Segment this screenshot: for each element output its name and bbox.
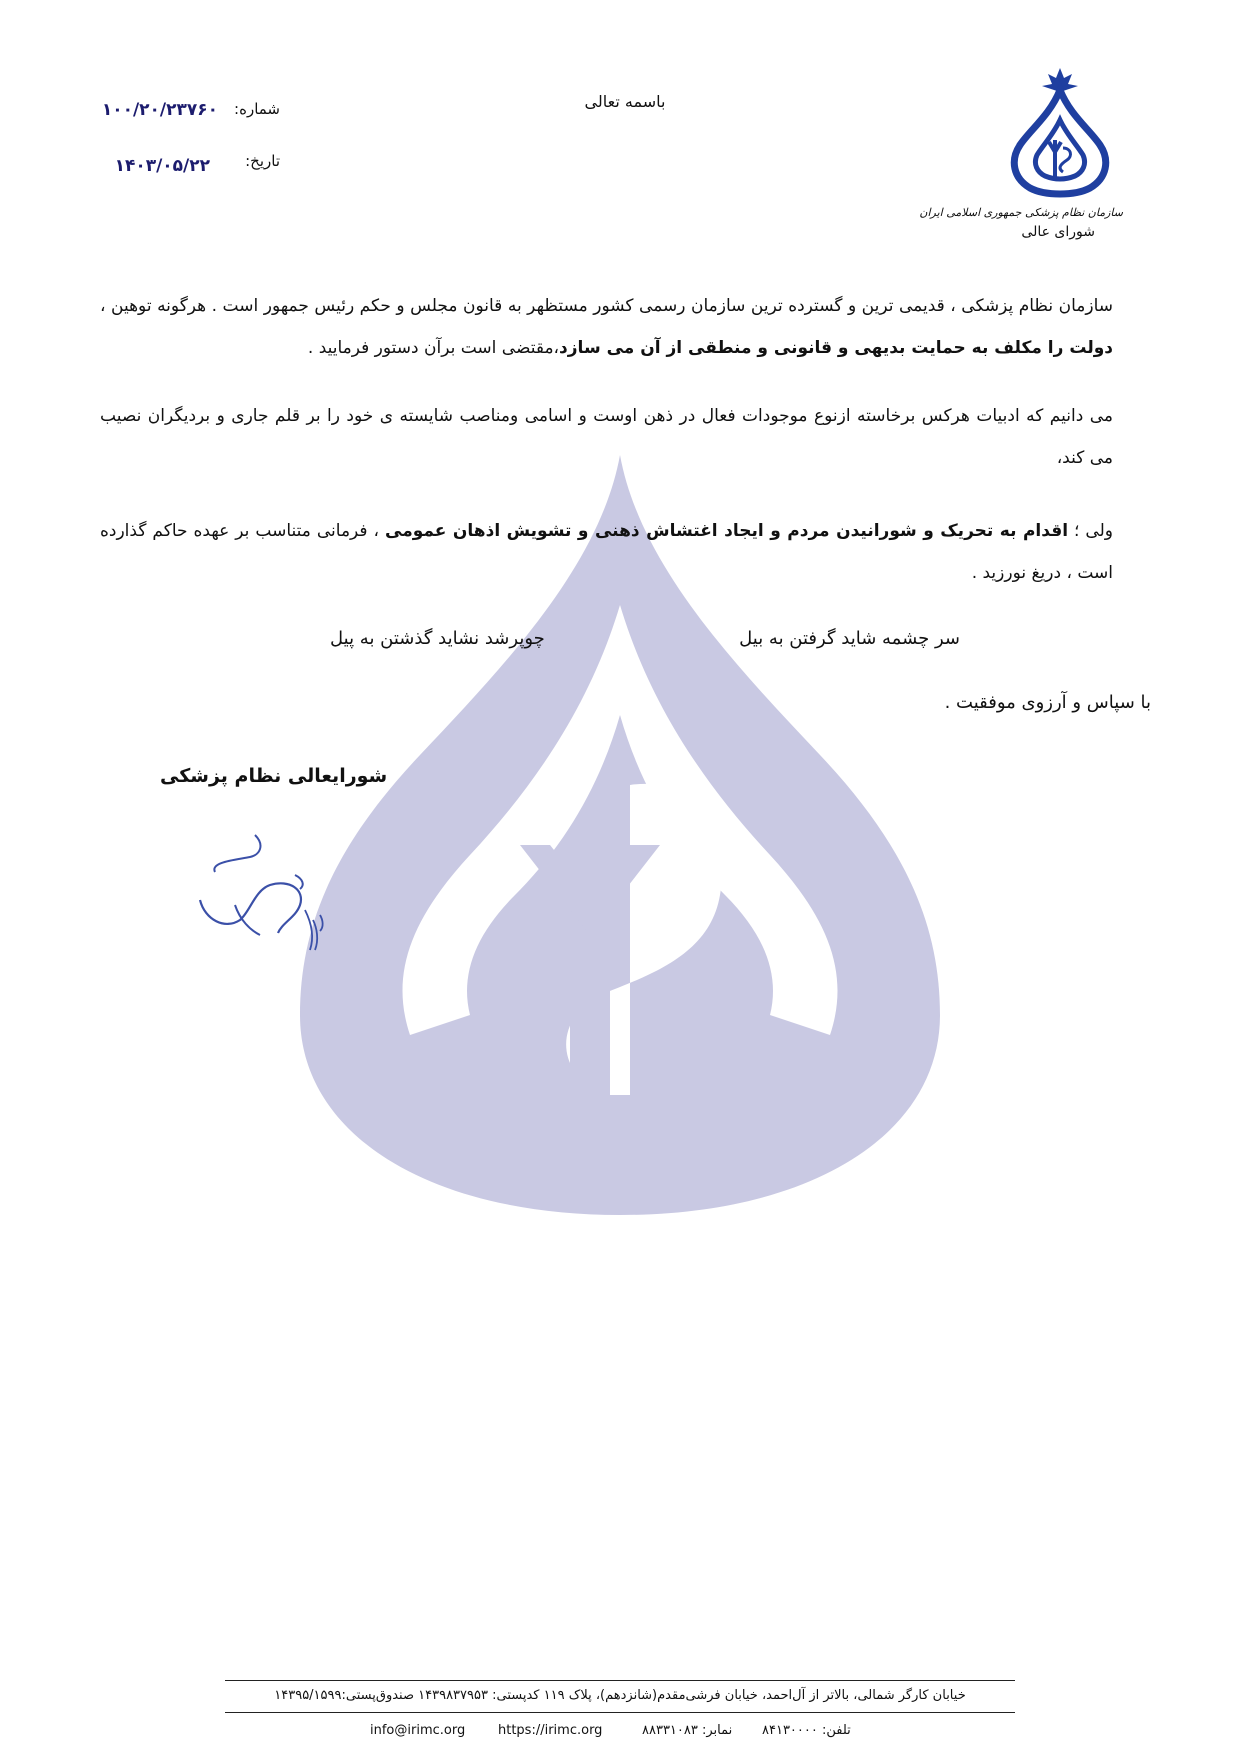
letter-number-row (100, 100, 280, 126)
paragraph-1 (100, 285, 1151, 369)
footer-phone: تلفن: ۸۴۱۳۰۰۰۰ (762, 1723, 851, 1738)
p3-bold: اقدام به تحریک و شورانیدن مردم و ایجاد اغتشاش ذهنی و تشویش اذهان عمومی (385, 521, 1069, 541)
poem-verse (330, 628, 960, 658)
handwritten-signature-icon (195, 815, 355, 965)
p3-text-a: ولی ؛ (1068, 521, 1113, 541)
footer-fax: نمابر: ۸۸۳۳۱۰۸۳ (642, 1723, 733, 1738)
footer-email[interactable]: info@irimc.org (370, 1723, 466, 1738)
paragraph-2 (100, 395, 1151, 479)
footer-address: خیابان کارگر شمالی، بالاتر از آل‌احمد، خیابان فرشی‌مقدم(شانزدهم)، پلاک ۱۱۹ کدپستی: ۱۴۳۹۸۳۷۹۵۳ صندوق‌پستی:۱۴۳۹۵/۱۵۹۹ (274, 1688, 966, 1703)
p3-text-b: ، فرمانی متناسب بر عهده حاکم گذارده است ، دریغ نورزید . (100, 521, 1113, 583)
number-value: ۱۰۰/۲۰/۲۳۷۶۰ (101, 100, 218, 120)
poem-hemistich-2: چوپرشد نشاید گذشتن به پیل (330, 628, 545, 649)
council-name: شورای عالی (1021, 224, 1095, 240)
basmala: باسمه تعالی (584, 92, 666, 111)
medical-council-emblem-icon (985, 60, 1135, 200)
date-label: تاریخ: (245, 152, 280, 170)
letter-date-row (100, 152, 280, 178)
footer-divider-top (225, 1680, 1015, 1681)
signer-name: شورایعالی نظام پزشکی (160, 765, 388, 787)
date-value: ۱۴۰۳/۰۵/۲۲ (114, 156, 210, 176)
closing-line: با سپاس و آرزوی موفقیت . (944, 692, 1151, 713)
poem-hemistich-1: سر چشمه شاید گرفتن به بیل (739, 628, 960, 649)
number-label: شماره: (234, 100, 280, 118)
paragraph-3 (100, 510, 1151, 594)
p1-text-a: سازمان نظام پزشکی ، قدیمی ترین و گسترده ترین سازمان رسمی کشور مستظهر به قانون مجلس و حکم رئیس جمهور است . هرگونه توهین ، (100, 296, 1113, 316)
organization-name: سازمان نظام پزشکی جمهوری اسلامی ایران (919, 206, 1123, 219)
p1-bold: دولت را مکلف به حمایت بدیهی و قانونی و منطقی از آن می سازد (559, 338, 1113, 358)
organization-logo (919, 60, 1135, 250)
p1-text-b: ،مقتضی است برآن دستور فرمایید . (307, 338, 560, 358)
footer-website[interactable]: https://irimc.org (498, 1723, 603, 1738)
footer-divider-bottom (225, 1712, 1015, 1713)
p2-text: می دانیم که ادبیات هرکس برخاسته ازنوع موجودات فعال در ذهن اوست و اسامی ومناصب شایسته ی خود را بر قلم جاری و بردیگران نصیب می کند، (100, 406, 1113, 468)
